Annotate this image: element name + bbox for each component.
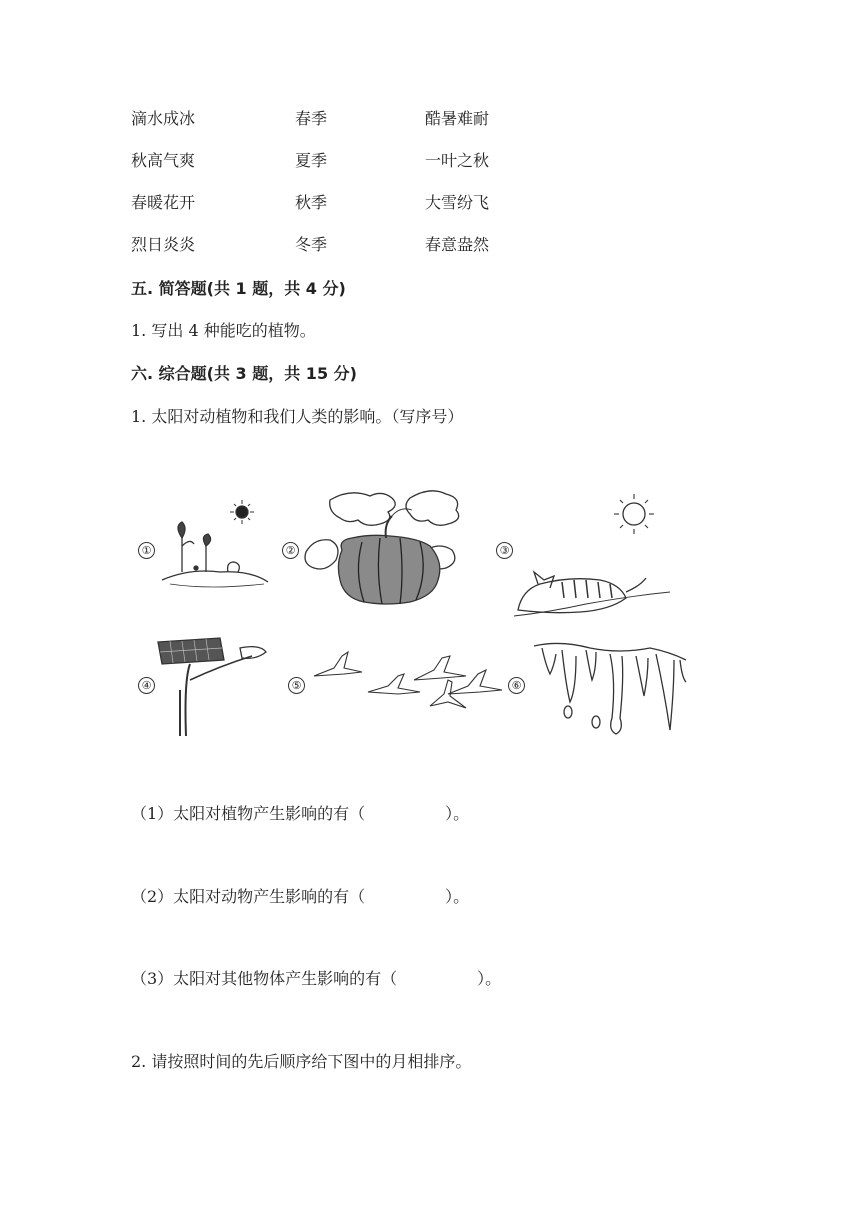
cat-sun-icon bbox=[514, 494, 670, 616]
matching-row bbox=[131, 106, 731, 130]
question-text: 1. 写出 4 种能吃的植物。 bbox=[131, 321, 316, 340]
pumpkin-icon bbox=[305, 491, 459, 604]
sub-question-text: （1）太阳对植物产生影响的有（ ）。 bbox=[131, 804, 470, 823]
sub-question-text: （2）太阳对动物产生影响的有（ ）。 bbox=[131, 887, 470, 906]
season-cell: 春季 bbox=[295, 109, 328, 128]
season-cell: 秋季 bbox=[295, 193, 328, 212]
idiom-cell: 秋高气爽 bbox=[131, 151, 196, 170]
idiom-cell: 酷暑难耐 bbox=[425, 109, 490, 128]
matching-row bbox=[131, 190, 731, 214]
melting-icicles-icon bbox=[534, 643, 686, 734]
sub-question-text: （3）太阳对其他物体产生影响的有（ ）。 bbox=[131, 969, 502, 988]
figure-label: ③ bbox=[496, 542, 513, 559]
section-six-title: 六. 综合题(共 3 题，共 15 分) bbox=[131, 364, 357, 383]
solar-street-light-icon bbox=[158, 638, 266, 736]
figure-label: ⑤ bbox=[288, 677, 305, 694]
season-cell: 夏季 bbox=[295, 151, 328, 170]
idiom-cell: 大雪纷飞 bbox=[425, 193, 490, 212]
idiom-cell: 烈日炎炎 bbox=[131, 235, 196, 254]
question-text: 2. 请按照时间的先后顺序给下图中的月相排序。 bbox=[131, 1052, 472, 1071]
season-cell: 冬季 bbox=[295, 235, 328, 254]
idiom-cell: 春暖花开 bbox=[131, 193, 196, 212]
section-five-title: 五. 简答题(共 1 题，共 4 分) bbox=[131, 279, 346, 298]
matching-row bbox=[131, 232, 731, 256]
figure-label: ⑥ bbox=[508, 677, 525, 694]
figure-label: ② bbox=[282, 542, 299, 559]
question-text: 1. 太阳对动植物和我们人类的影响。（写序号） bbox=[131, 407, 464, 426]
idiom-cell: 滴水成冰 bbox=[131, 109, 196, 128]
sprout-sun-icon bbox=[162, 500, 268, 587]
figure-label: ① bbox=[138, 542, 155, 559]
idiom-cell: 春意盎然 bbox=[425, 235, 490, 254]
geese-flying-icon bbox=[314, 652, 502, 708]
idiom-cell: 一叶之秋 bbox=[425, 151, 490, 170]
matching-row bbox=[131, 148, 731, 172]
sun-effects-illustration bbox=[130, 480, 700, 745]
figure-label: ④ bbox=[138, 677, 155, 694]
